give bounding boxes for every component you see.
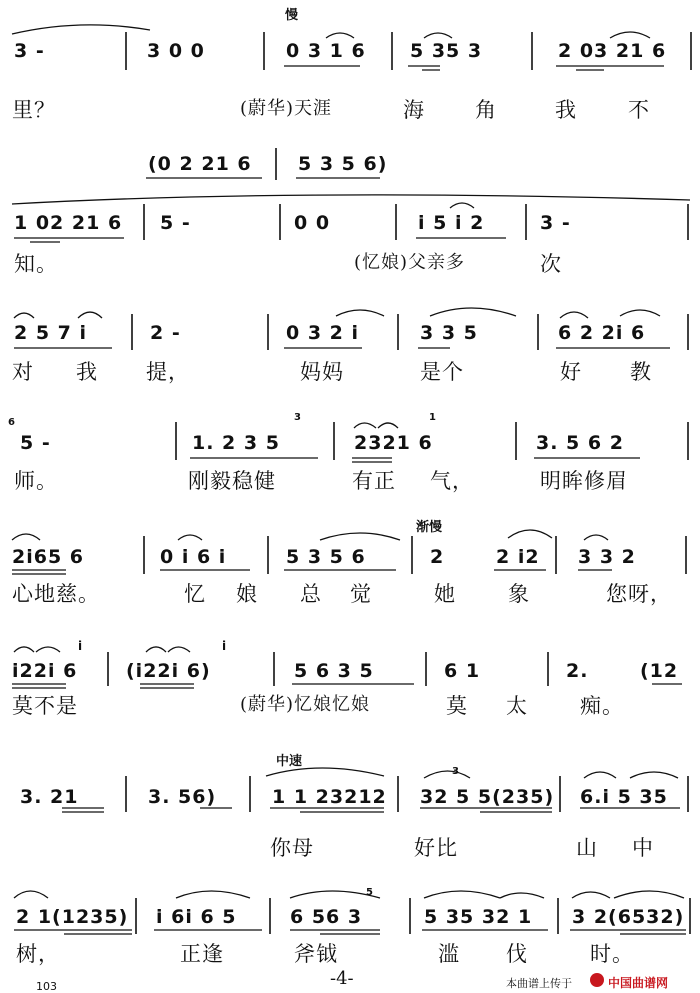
bar-lines xyxy=(108,32,691,934)
notes: i 5 i 2 xyxy=(418,212,485,234)
lyric: 教 xyxy=(630,360,652,384)
lyric: 太 xyxy=(506,694,528,718)
notes: 3. 56) xyxy=(148,786,217,808)
notes: 3 3 2 xyxy=(578,546,636,568)
lyric: 里？ xyxy=(12,98,56,122)
grace-note: 6 xyxy=(8,417,15,428)
lyric: 好 xyxy=(560,360,582,384)
lyric: 有正 xyxy=(352,469,396,493)
lyric: 不 xyxy=(628,98,650,122)
lyric: 莫不是 xyxy=(12,694,78,718)
grace-note: 3 xyxy=(452,766,459,777)
notes: 0 3 2 i xyxy=(286,322,360,344)
grace-note: 1 xyxy=(429,412,436,423)
lyric: 次 xyxy=(540,252,562,276)
notes: 3. 21 xyxy=(20,786,79,808)
lyric: (忆娘)父亲多 xyxy=(354,252,466,273)
lyric: 痴。 xyxy=(580,694,624,718)
lyric: 伐 xyxy=(506,942,528,966)
lyric: 娘 xyxy=(236,582,258,606)
lyric: 象 xyxy=(508,582,530,606)
notes: 2. xyxy=(566,660,589,682)
lyric: 心地慈。 xyxy=(12,582,100,606)
notes: 2321 6 xyxy=(354,432,433,454)
notes: 0 0 xyxy=(294,212,331,234)
notes: 3 3 5 xyxy=(420,322,478,344)
notes: 2 5 7 i xyxy=(14,322,88,344)
lyric: (蔚华)忆娘忆娘 xyxy=(240,694,371,715)
notes: (i22i 6) xyxy=(126,660,211,682)
lyric: 妈妈 xyxy=(300,360,344,384)
notes: 5 - xyxy=(160,212,191,234)
lyric: (蔚华)天涯 xyxy=(240,98,333,119)
lyric: 对 xyxy=(12,360,34,384)
notes: 5 35 32 1 xyxy=(424,906,533,928)
notes: (12 xyxy=(640,660,679,682)
lyric: 刚毅稳健 xyxy=(188,469,276,493)
page-number: -4- xyxy=(330,968,354,989)
lyric: 明眸修眉 xyxy=(540,469,628,493)
notes: i22i 6 xyxy=(12,660,78,682)
slurs xyxy=(12,25,690,898)
notes: 0 3 1 6 xyxy=(286,40,366,62)
lyric: 正逢 xyxy=(180,942,224,966)
lyric: 觉 xyxy=(350,582,372,606)
notes: 32 5 5(235) xyxy=(420,786,555,808)
grace-note: i xyxy=(222,639,227,653)
lyric: 总 xyxy=(300,582,322,606)
notes: 2 - xyxy=(150,322,181,344)
lyric: 莫 xyxy=(446,694,468,718)
tempo-mark: 渐慢 xyxy=(416,520,443,535)
notes: 2i65 6 xyxy=(12,546,85,568)
lyric: 忆 xyxy=(184,582,206,606)
grace-note: i xyxy=(78,639,83,653)
notes: 5 3 5 6 xyxy=(286,546,366,568)
notes: 6 1 xyxy=(444,660,481,682)
lyric: 你母 xyxy=(270,836,314,860)
lyric: 气， xyxy=(430,469,474,493)
lyric: 师。 xyxy=(14,469,58,493)
lyric: 海 xyxy=(403,98,425,122)
notes: 5 6 3 5 xyxy=(294,660,374,682)
notes: 1 1 23212 xyxy=(272,786,387,808)
lyric: 时。 xyxy=(590,942,634,966)
lyric: 知。 xyxy=(14,252,58,276)
lyric: 斧钺 xyxy=(294,942,338,966)
notes: 3 - xyxy=(14,40,53,62)
notes: 5 3 5 6) xyxy=(298,153,388,175)
notes: 1. 2 3 5 xyxy=(192,432,280,454)
bottom-left-number: 103 xyxy=(36,980,57,993)
lyric: 提， xyxy=(146,360,190,384)
notes: 3 0 0 xyxy=(147,40,205,62)
notes: 2 i2 xyxy=(496,546,540,568)
lyric: 山 xyxy=(576,836,598,860)
lyric: 好比 xyxy=(414,836,458,860)
notes: 6 2 2i 6 xyxy=(558,322,646,344)
tempo-mark: 慢 xyxy=(285,8,299,23)
grace-note: 5 xyxy=(366,887,373,898)
lyric: 我 xyxy=(555,98,577,122)
notes: 6.i 5 35 xyxy=(580,786,668,808)
lyric: 中 xyxy=(632,836,654,860)
site-name: 中国曲谱网 xyxy=(608,976,669,990)
notes: 3. 5 6 2 xyxy=(536,432,624,454)
lyric: 她 xyxy=(434,582,456,606)
lyric: 我 xyxy=(76,360,98,384)
notes: 6 56 3 xyxy=(290,906,363,928)
notes: 3 2(6532) xyxy=(572,906,685,928)
lyric: 是个 xyxy=(420,360,464,384)
notes: 5 - xyxy=(20,432,51,454)
notes: 2 03 21 6 xyxy=(558,40,667,62)
upload-note: 本曲谱上传于 xyxy=(506,977,572,990)
lyric: 角 xyxy=(475,98,497,122)
lyric: 您呀， xyxy=(606,582,672,606)
tempo-mark: 中速 xyxy=(276,754,303,769)
lyric: 树， xyxy=(16,942,60,966)
notes: 5 35 3 xyxy=(410,40,483,62)
grace-note: 3 xyxy=(294,412,301,423)
notes: 2 xyxy=(430,546,445,568)
notes: 3 - xyxy=(540,212,571,234)
notes: (0 2 21 6 xyxy=(148,153,252,175)
notes: 2 1(1235) xyxy=(16,906,129,928)
lyric: 滥 xyxy=(438,942,460,966)
underlines xyxy=(12,66,686,934)
notes: 0 i 6 i xyxy=(160,546,227,568)
notes: i 6i 6 5 xyxy=(156,906,237,928)
notes: 1 02 21 6 xyxy=(14,212,123,234)
